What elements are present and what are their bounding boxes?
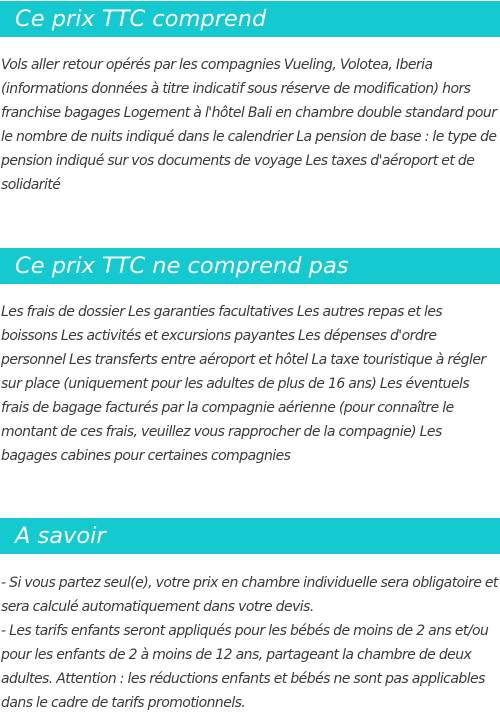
section-paragraph: - Si vous partez seul(e), votre prix en chambre individuelle sera obligatoire et sera calculé automatiquement dans votre devis. — [1, 575, 498, 615]
section-heading: Ce prix TTC ne comprend pas — [0, 248, 500, 284]
section-body — [0, 571, 500, 715]
section-not-included — [0, 248, 500, 468]
section-included — [0, 0, 500, 197]
section-paragraph: - Les tarifs enfants seront appliqués pour les bébés de moins de 2 ans et/ou pour les enfants de 2 à moins de 12 ans, partageant la chambre de deux adultes. Attention : les réductions enfants et bébés ne sont pas applicables dans le cadre de tarifs promotionnels. — [1, 623, 489, 711]
section-paragraph: Vols aller retour opérés par les compagnies Vueling, Volotea, Iberia (informations données à titre indicatif sous réserve de modification) hors franchise bagages Logement à l'hôtel Bali en chambre double standard pour le nombre de nuits indiqué dans le calendrier La pension de base : le type de pension indiqué sur vos documents de voyage Les taxes d'aéroport et de solidarité — [1, 57, 497, 193]
section-heading: Ce prix TTC comprend — [0, 1, 500, 37]
section-body — [0, 53, 500, 197]
section-body — [0, 300, 500, 468]
section-paragraph: Les frais de dossier Les garanties facultatives Les autres repas et les boissons Les activités et excursions payantes Les dépenses d'ordre personnel Les transferts entre aéroport et hôtel La taxe touristique à régler sur place (uniquement pour les adultes de plus de 16 ans) Les éventuels frais de bagage facturés par la compagnie aérienne (pour connaître le montant de ces frais, veuillez vous rapprocher de la compagnie) Les bagages cabines pour certaines compagnies — [1, 304, 486, 464]
section-heading: A savoir — [0, 518, 500, 554]
section-good-to-know — [0, 518, 500, 715]
